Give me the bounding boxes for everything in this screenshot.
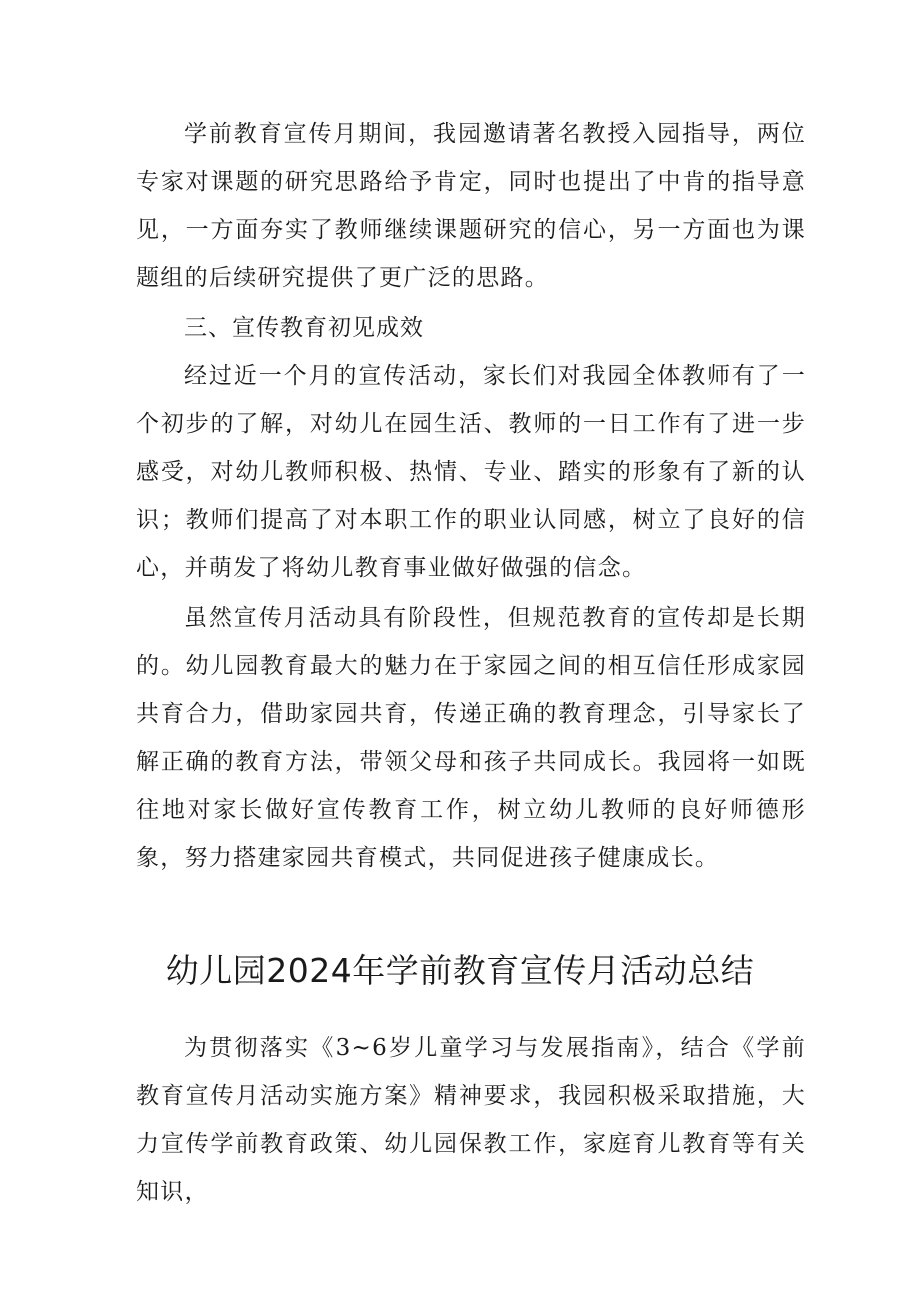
- paragraph-parent-understanding: 经过近一个月的宣传活动，家长们对我园全体教师有了一个初步的了解，对幼儿在园生活、教师的一日工作有了进一步感受，对幼儿教师积极、热情、专业、踏实的形象有了新的认识；教师们提高了对本职工作的职业认同感，树立了良好的信心，并萌发了将幼儿教育事业做好做强的信念。: [136, 363, 806, 581]
- paragraph-intro: 为贯彻落实《3~6岁儿童学习与发展指南》，结合《学前教育宣传月活动实施方案》精神要求，我园积极采取措施，大力宣传学前教育政策、幼儿园保教工作，家庭育儿教育等有关知识，: [136, 1035, 806, 1205]
- document-title: 幼儿园2024年学前教育宣传月活动总结: [165, 951, 755, 990]
- paragraph-long-term-publicity: 虽然宣传月活动具有阶段性，但规范教育的宣传却是长期的。幼儿园教育最大的魅力在于家园之间的相互信任形成家园共育合力，借助家园共育，传递正确的教育理念，引导家长了解正确的教育方法，带领父母和孩子共同成长。我园将一如既往地对家长做好宣传教育工作，树立幼儿教师的良好师德形象，努力搭建家园共育模式，共同促进孩子健康成长。: [136, 605, 806, 871]
- section-heading-results: 三、宣传教育初见成效: [184, 315, 424, 341]
- paragraph-expert-guidance: 学前教育宣传月期间，我园邀请著名教授入园指导，两位专家对课题的研究思路给予肯定，同时也提出了中肯的指导意见，一方面夯实了教师继续课题研究的信心，另一方面也为课题组的后续研究提供了更广泛的思路。: [136, 121, 806, 291]
